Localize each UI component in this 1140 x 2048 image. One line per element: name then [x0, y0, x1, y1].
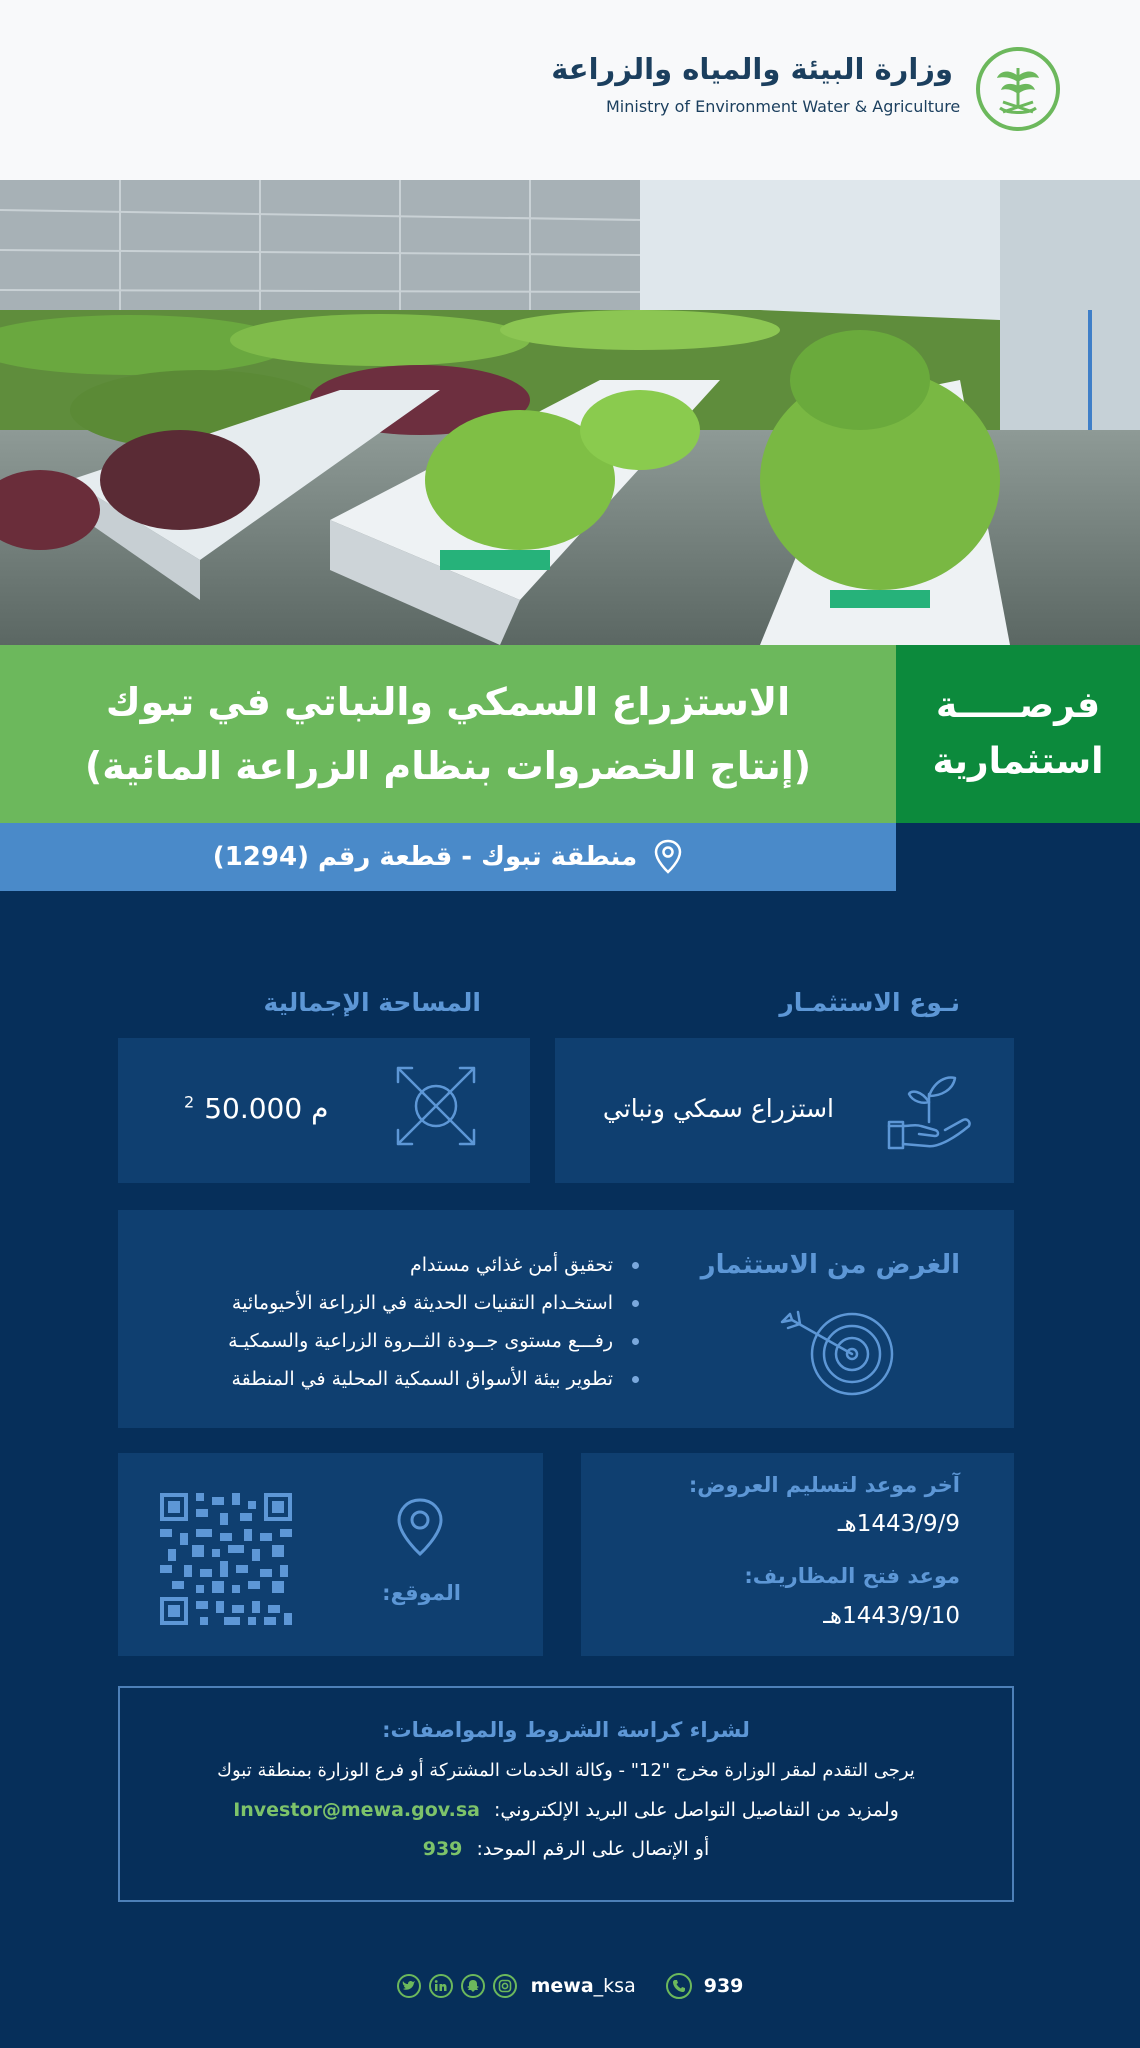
phone-icon[interactable] [666, 1973, 692, 1999]
hydroponic-greenhouse-photo [0, 180, 1140, 645]
purpose-list [228, 1246, 639, 1398]
email-link[interactable]: Investor@mewa.gov.sa [233, 1799, 480, 1821]
social-handle-rest: _ksa [593, 1975, 636, 1997]
linkedin-icon[interactable] [429, 1974, 453, 1998]
ministry-name-ar: وزارة البيئة والمياه والزراعة [551, 52, 953, 86]
purpose-label: الغرض من الاستثمار [700, 1250, 960, 1280]
envelope-opening-value: 1443/9/10هـ [823, 1603, 960, 1629]
ministry-emblem-icon [975, 46, 1061, 132]
footer [0, 1966, 1140, 2006]
dates-card [581, 1453, 1014, 1656]
ministry-name-en: Ministry of Environment Water & Agriculture [606, 97, 961, 116]
site-label: الموقع: [382, 1581, 461, 1605]
phone-number[interactable]: 939 [422, 1838, 463, 1860]
location-band [0, 823, 896, 891]
location-qr-code[interactable] [160, 1493, 292, 1625]
location-text: منطقة تبوك - قطعة رقم (1294) [212, 842, 638, 872]
purpose-card [118, 1210, 1014, 1428]
purpose-item: تحقيق أمن غذائي مستدام [228, 1246, 639, 1284]
map-pin-icon [394, 1497, 446, 1559]
location-pin-icon [653, 839, 683, 875]
header [0, 0, 1140, 180]
submission-deadline-label: آخر موعد لتسليم العروض: [688, 1473, 960, 1497]
title-line-1: الاستزراع السمكي والنباتي في تبوك [105, 680, 791, 724]
purchase-line-2 [120, 1799, 1012, 1821]
site-card [118, 1453, 543, 1656]
social-handle[interactable] [531, 1975, 636, 1997]
purpose-item: استخـدام التقنيات الحديثة في الزراعة الأحيومائية [228, 1284, 639, 1322]
email-prefix: ولمزيد من التفاصيل التواصل على البريد الإلكتروني: [494, 1799, 899, 1821]
purchase-line-3 [120, 1838, 1012, 1860]
opportunity-box [896, 645, 1140, 823]
investment-type-value: استزراع سمكي ونباتي [602, 1094, 834, 1123]
total-area-card [118, 1038, 530, 1183]
social-handle-bold: mewa [530, 1975, 594, 1997]
purpose-item: تطوير بيئة الأسواق السمكية المحلية في المنطقة [228, 1360, 639, 1398]
phone-prefix: أو الإتصال على الرقم الموحد: [476, 1838, 710, 1860]
instagram-icon[interactable] [493, 1974, 517, 1998]
purpose-item: رفـــع مستوى جــودة الثــروة الزراعية والسمكيـة [228, 1322, 639, 1360]
area-unit-sup: 2 [184, 1092, 195, 1112]
purchase-info-box [118, 1686, 1014, 1902]
submission-deadline-value: 1443/9/9هـ [837, 1511, 960, 1537]
snapchat-icon[interactable] [461, 1974, 485, 1998]
area-value-group [184, 1092, 328, 1125]
opportunity-line-2: استثمارية [932, 741, 1104, 782]
purchase-line-1: يرجى التقدم لمقر الوزارة مخرج "12" - وكالة الخدمات المشتركة أو فرع الوزارة بمنطقة تبوك [217, 1760, 915, 1781]
purchase-title: لشراء كراسة الشروط والمواصفات: [382, 1718, 750, 1742]
title-band [0, 645, 896, 823]
total-area-label: المساحة الإجمالية [263, 988, 481, 1017]
hand-plant-icon [883, 1064, 975, 1156]
investment-type-label: نـوع الاستثمـار [779, 988, 960, 1017]
envelope-opening-label: موعد فتح المظاريف: [744, 1564, 960, 1588]
opportunity-line-1: فرصـــــة [935, 685, 1101, 726]
footer-phone[interactable]: 939 [703, 1975, 744, 1997]
area-unit: م [311, 1092, 329, 1125]
target-arrow-icon [778, 1298, 902, 1406]
investment-type-card [555, 1038, 1014, 1183]
twitter-icon[interactable] [397, 1974, 421, 1998]
area-value: 50.000 [204, 1092, 303, 1125]
title-line-2: (إنتاج الخضروات بنظام الزراعة المائية) [84, 744, 812, 788]
expand-area-icon [394, 1064, 478, 1148]
